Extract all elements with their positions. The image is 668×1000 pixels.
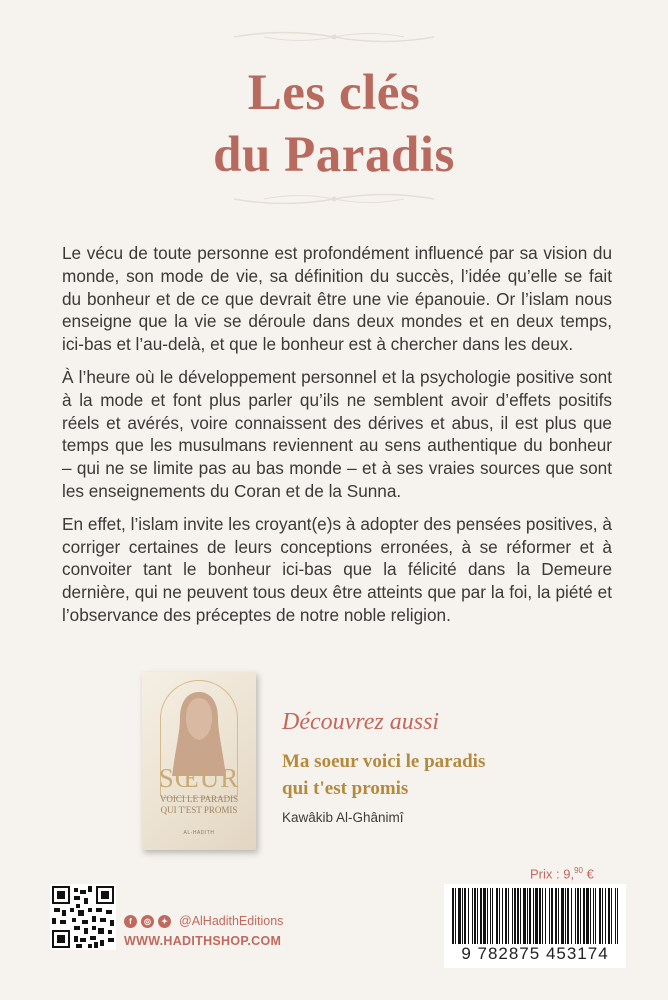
barcode-bar — [580, 888, 581, 944]
barcode-bar — [499, 888, 500, 944]
barcode-bar — [512, 888, 513, 944]
barcode-bar — [529, 888, 531, 944]
instagram-icon[interactable]: ◎ — [141, 915, 154, 928]
barcode-bar — [533, 888, 534, 944]
barcode-bar — [502, 888, 503, 944]
barcode-bar — [505, 888, 507, 944]
price-currency: € — [586, 866, 594, 882]
barcode-bar — [455, 888, 456, 944]
barcode-bar — [608, 888, 610, 944]
barcode-bar — [539, 888, 541, 944]
barcode-bar — [458, 888, 461, 944]
ornament-bottom-icon — [224, 188, 444, 210]
barcode-bar — [599, 888, 601, 944]
barcode-bar — [611, 888, 612, 944]
cover-subtitle — [142, 794, 256, 816]
twitter-icon[interactable]: ✦ — [158, 915, 171, 928]
barcode-bar — [617, 888, 618, 944]
barcode-bar — [464, 888, 466, 944]
isbn-number: 9 782875 453174 — [461, 944, 609, 963]
barcode-bar — [605, 888, 606, 944]
book-title-line2: du Paradis — [213, 127, 455, 183]
social-handle[interactable]: @AlHadithEditions — [179, 914, 284, 928]
facebook-icon[interactable]: f — [124, 915, 137, 928]
blurb-paragraph-1: Le vécu de toute personne est profondément influencé par sa vision du monde, son mode de vie, sa définition du succès, l’idée qu’elle se fait du bonheur et de ce que devrait être une vie épanouie. Or l’islam nous enseigne que la vie se déroule dans deux mondes et en deux temps, ici-bas et l’au-delà, et que le bonheur est à chercher dans les deux. — [62, 243, 612, 355]
related-book-cover — [142, 672, 256, 850]
barcode-bar — [551, 888, 553, 944]
barcode-bar — [549, 888, 550, 944]
barcode-bar — [496, 888, 498, 944]
barcode-bar — [487, 888, 488, 944]
price-cents: 90 — [574, 866, 583, 875]
barcode-bar — [545, 888, 546, 944]
barcode-bars — [452, 888, 618, 944]
barcode-bar — [492, 888, 493, 944]
barcode-bar — [527, 888, 528, 944]
barcode — [444, 884, 626, 968]
barcode-bar — [490, 888, 491, 944]
barcode-bar — [555, 888, 557, 944]
barcode-bar — [477, 888, 478, 944]
price-label: Prix : — [530, 866, 560, 882]
barcode-bar — [468, 888, 469, 944]
barcode-bar — [577, 888, 579, 944]
barcode-bar — [517, 888, 519, 944]
website-link[interactable]: WWW.HADITHSHOP.COM — [124, 934, 282, 948]
barcode-bar — [542, 888, 543, 944]
barcode-bar — [567, 888, 569, 944]
barcode-bar — [561, 888, 564, 944]
barcode-bar — [520, 888, 521, 944]
barcode-bar — [483, 888, 486, 944]
barcode-bar — [593, 888, 594, 944]
barcode-bar — [508, 888, 509, 944]
cover-sub-line1: VOICI LE PARADIS — [159, 794, 239, 804]
book-title — [0, 62, 668, 186]
barcode-bar — [590, 888, 591, 944]
cover-publisher: AL-HADITH — [183, 830, 215, 836]
barcode-bar — [586, 888, 589, 944]
barcode-bar — [472, 888, 473, 944]
barcode-bar — [571, 888, 572, 944]
barcode-bar — [558, 888, 559, 944]
barcode-bar — [452, 888, 454, 944]
blurb — [62, 242, 612, 637]
price — [530, 866, 594, 881]
related-book-title — [282, 748, 582, 802]
qr-code-icon[interactable] — [50, 884, 116, 950]
barcode-bar — [514, 888, 516, 944]
ornament-top-icon — [224, 26, 444, 48]
barcode-bar — [583, 888, 585, 944]
discover-label: Découvrez aussi — [282, 709, 440, 735]
related-book-title-line2: qui t'est promis — [282, 778, 409, 799]
blurb-paragraph-2: À l’heure où le développement personnel et la psychologie positive sont à la mode et font plus parler qu’ils ne semblent avoir d’effets positifs réels et avérés, voire connaissent des dérives et abus, il est plus que temps que les musulmans reviennent au sens authentique du bonheur – qui ne se limite pas au bas monde – et à ses vraies sources que sont les enseignements du Coran et de la Sunna. — [62, 366, 612, 501]
barcode-bar — [480, 888, 482, 944]
barcode-bar — [462, 888, 463, 944]
barcode-bar — [615, 888, 616, 944]
barcode-bar — [602, 888, 603, 944]
book-title-line1: Les clés — [247, 65, 421, 121]
social-row — [124, 913, 283, 929]
barcode-bar — [565, 888, 566, 944]
cover-title: SŒUR — [158, 763, 240, 793]
barcode-bar — [595, 888, 596, 944]
related-book-author: Kawâkib Al-Ghânimî — [282, 810, 404, 825]
blurb-paragraph-3: En effet, l’islam invite les croyant(e)s à adopter des pensées positives, à corriger certaines de leurs conceptions erronées, à se réformer et à convoiter tant le bonheur ici-bas que la félicité dans la Demeure dernière, qui ne peuvent tous deux être atteints que par la foi, la piété et l’observance des préceptes de notre noble religion. — [62, 513, 612, 625]
barcode-bar — [535, 888, 538, 944]
related-book-title-line1: Ma soeur voici le paradis — [282, 751, 486, 772]
barcode-bar — [575, 888, 576, 944]
cover-sub-line2: QUI T'EST PROMIS — [160, 805, 238, 815]
barcode-bar — [474, 888, 476, 944]
barcode-bar — [523, 888, 526, 944]
price-main: 9, — [563, 866, 575, 882]
